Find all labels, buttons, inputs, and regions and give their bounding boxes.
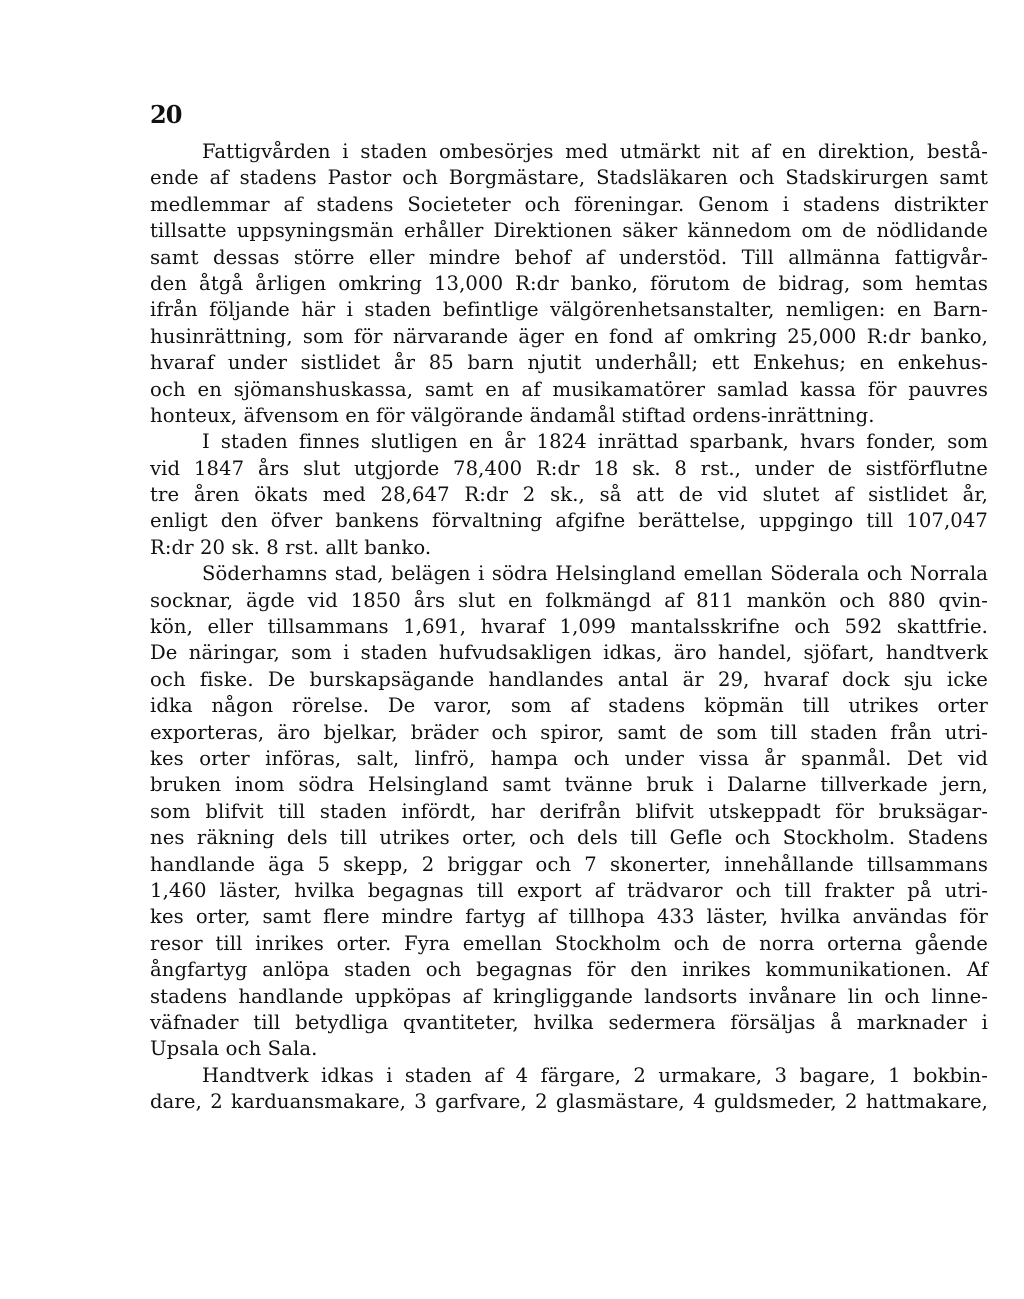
- text-line: medlemmar af stadens Societeter och föreningar. Genom i stadens distrikter: [150, 192, 988, 216]
- text-line: enligt den öfver bankens förvaltning afgifne berättelse, uppgingo till 107,047: [150, 509, 988, 533]
- text-line: tillsatte uppsyningsmän erhåller Direktionen säker kännedom om de nödlidande: [150, 219, 988, 243]
- text-line: resor till inrikes orter. Fyra emellan Stockholm och de norra orterna gående: [150, 931, 988, 955]
- text-line: vid 1847 års slut utgjorde 78,400 R:dr 18 sk. 8 rst., under de sistförflutne: [150, 456, 988, 480]
- text-line: bruken inom södra Helsingland samt tvänne bruk i Dalarne tillverkade jern,: [150, 773, 988, 797]
- text-line: idka någon rörelse. De varor, som af stadens köpmän till utrikes orter: [150, 694, 988, 718]
- text-line: väfnader till betydliga qvantiteter, hvilka sedermera försäljas å marknader i: [150, 1010, 988, 1034]
- page-number: 20: [150, 100, 182, 129]
- text-line: honteux, äfvensom en för välgörande ändamål stiftad ordens-inrättning.: [150, 403, 875, 427]
- text-line: 1,460 läster, hvilka begagnas till export af trädvaror och till frakter på utri-: [150, 878, 988, 902]
- text-line: handlande äga 5 skepp, 2 briggar och 7 skonerter, innehållande tillsammans: [150, 852, 988, 876]
- text-line: den åtgå årligen omkring 13,000 R:dr banko, förutom de bidrag, som hemtas: [150, 271, 988, 295]
- text-line: ende af stadens Pastor och Borgmästare, Stadsläkaren och Stadskirurgen samt: [150, 166, 988, 190]
- text-line: hvaraf under sistlidet år 85 barn njutit underhåll; ett Enkehus; en enkehus-: [150, 351, 988, 375]
- text-line: och fiske. De burskapsägande handlandes antal är 29, hvaraf dock sju icke: [150, 667, 988, 691]
- text-line: nes räkning dels till utrikes orter, och dels till Gefle och Stockholm. Stadens: [150, 826, 988, 850]
- text-line: och en sjömanshuskassa, samt en af musikamatörer samlad kassa för pauvres: [150, 377, 988, 401]
- text-line: som blifvit till staden infördt, har derifrån blifvit utskeppadt för bruksägar-: [150, 799, 988, 823]
- text-line: Handtverk idkas i staden af 4 färgare, 2 urmakare, 3 bagare, 1 bokbin-: [202, 1063, 988, 1087]
- body-text: [150, 139, 988, 1115]
- text-line: R:dr 20 sk. 8 rst. allt banko.: [150, 535, 432, 559]
- text-line: De näringar, som i staden hufvudsakligen idkas, äro handel, sjöfart, handtverk: [150, 641, 988, 665]
- text-line: samt dessas större eller mindre behof af understöd. Till allmänna fattigvår-: [150, 245, 988, 269]
- text-line: ifrån följande här i staden befintlige välgörenhetsanstalter, nemligen: en Barn-: [150, 298, 988, 322]
- text-line: stadens handlande uppköpas af kringliggande landsorts invånare lin och linne-: [150, 984, 988, 1008]
- text-line: Upsala och Sala.: [150, 1037, 318, 1061]
- text-line: Söderhamns stad, belägen i södra Helsingland emellan Söderala och Norrala: [202, 562, 988, 586]
- text-line: ångfartyg anlöpa staden och begagnas för den inrikes kommunikationen. Af: [150, 958, 988, 982]
- text-line: tre åren ökats med 28,647 R:dr 2 sk., så att de vid slutet af sistlidet år,: [150, 483, 988, 507]
- text-line: husinrättning, som för närvarande äger en fond af omkring 25,000 R:dr banko,: [150, 324, 988, 348]
- text-line: I staden finnes slutligen en år 1824 inrättad sparbank, hvars fonder, som: [202, 430, 988, 454]
- text-line: exporteras, äro bjelkar, bräder och spiror, samt de som till staden från utri-: [150, 720, 988, 744]
- text-line: kön, eller tillsammans 1,691, hvaraf 1,099 mantalsskrifne och 592 skattfrie.: [150, 615, 988, 639]
- text-line: Fattigvården i staden ombesörjes med utmärkt nit af en direktion, bestå-: [202, 140, 988, 163]
- text-line: socknar, ägde vid 1850 års slut en folkmängd af 811 mankön och 880 qvin-: [150, 588, 988, 612]
- text-line: kes orter, samt flere mindre fartyg af tillhopa 433 läster, hvilka användas för: [150, 905, 988, 929]
- text-line: dare, 2 karduansmakare, 3 garfvare, 2 glasmästare, 4 guldsmeder, 2 hattmakare,: [150, 1090, 988, 1114]
- text-line: kes orter införas, salt, linfrö, hampa och under vissa år spanmål. Det vid: [150, 746, 988, 770]
